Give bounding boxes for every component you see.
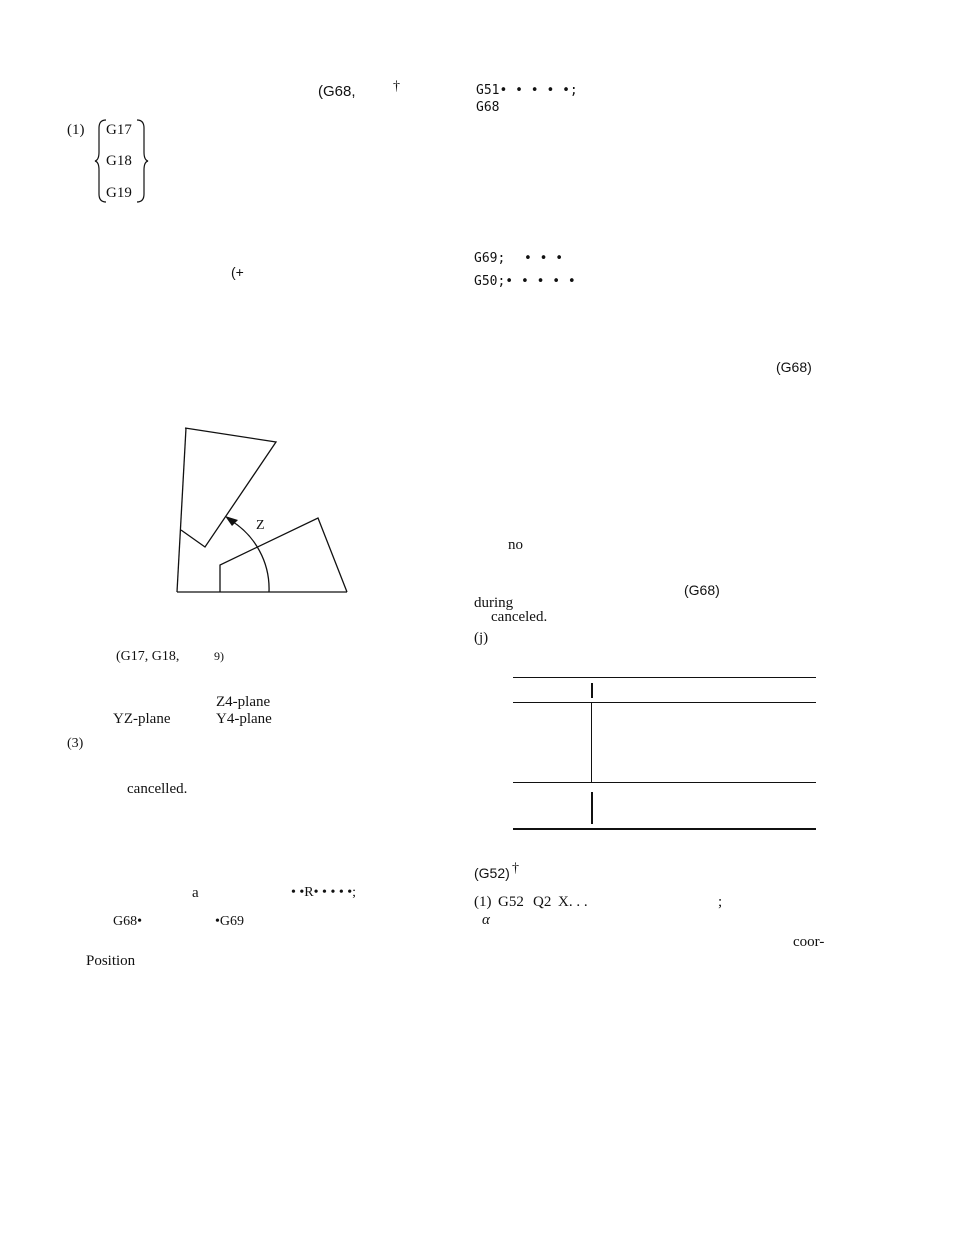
plus-fragment: (+ bbox=[231, 264, 244, 280]
letter-a: a bbox=[192, 885, 199, 901]
codes-caption: (G17, G18, bbox=[116, 649, 180, 664]
g52-cmd: G52 bbox=[498, 894, 524, 910]
g52-x: X. . . bbox=[558, 894, 588, 910]
g68-paren: (G68) bbox=[776, 359, 812, 375]
g52-cmd-marker: (1) bbox=[474, 894, 492, 910]
g69-line: G69; bbox=[474, 251, 506, 266]
table-mid-rule bbox=[513, 782, 816, 783]
item-1-marker: (1) bbox=[67, 122, 85, 138]
table-header-rule bbox=[513, 702, 816, 703]
g68-line: G68 bbox=[476, 100, 500, 115]
original-shape-outline bbox=[220, 518, 347, 592]
table-top-rule bbox=[513, 677, 816, 678]
position-text: Position bbox=[86, 953, 136, 969]
table-footer-divider bbox=[591, 792, 593, 824]
plane-yz: YZ-plane bbox=[113, 711, 171, 727]
canceled-text: canceled. bbox=[491, 609, 548, 625]
during-text: during bbox=[474, 595, 514, 611]
g69-dot: •G69 bbox=[215, 914, 245, 929]
item-j-marker: (j) bbox=[474, 630, 489, 646]
rotation-figure bbox=[170, 420, 360, 600]
r-format: • •R• • • • •; bbox=[291, 885, 357, 900]
g52-q2: Q2 bbox=[533, 894, 552, 910]
g68-paren-2: (G68) bbox=[684, 582, 720, 598]
plane-z4: Z4-plane bbox=[216, 694, 271, 710]
code-g19: G19 bbox=[106, 185, 132, 201]
codes-caption-tail: 9) bbox=[214, 649, 224, 663]
g52-heading: (G52) bbox=[474, 865, 510, 881]
g69-dots: • • • bbox=[524, 251, 564, 266]
alpha-symbol: α bbox=[482, 912, 490, 928]
g50-line: G50;• • • • • bbox=[474, 274, 576, 289]
original-shape bbox=[177, 428, 186, 592]
table-bottom-rule bbox=[513, 828, 816, 830]
right-brace-icon bbox=[135, 118, 149, 204]
table-body-divider bbox=[591, 703, 592, 782]
cancelled-text: cancelled. bbox=[127, 781, 188, 797]
heading-dagger: † bbox=[393, 79, 400, 94]
heading-g68-fragment: (G68, bbox=[318, 83, 356, 100]
coor-text: coor- bbox=[793, 934, 825, 950]
g68-dot: G68• bbox=[113, 914, 143, 929]
figure-angle-label: Z bbox=[256, 518, 265, 533]
item-3-marker: (3) bbox=[67, 736, 84, 751]
code-g17: G17 bbox=[106, 122, 132, 138]
g52-dagger: † bbox=[512, 861, 519, 876]
plane-y4: Y4-plane bbox=[216, 711, 272, 727]
code-g18: G18 bbox=[106, 153, 132, 169]
table-header-divider bbox=[591, 683, 593, 698]
no-text: no bbox=[508, 537, 523, 553]
g51-line: G51• • • • •; bbox=[476, 83, 578, 98]
g52-semicolon: ; bbox=[718, 894, 723, 910]
